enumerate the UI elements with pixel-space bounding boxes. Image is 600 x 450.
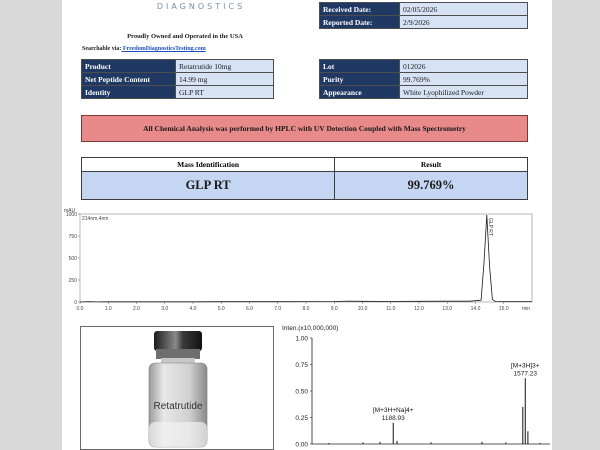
tagline: Proudly Owned and Operated in the USA bbox=[127, 33, 243, 40]
y-tick-label: 0 bbox=[74, 300, 77, 306]
x-tick-label: 1.0 bbox=[104, 306, 112, 312]
x-tick-label: 8.0 bbox=[302, 306, 310, 312]
purity-value: 99.769% bbox=[400, 73, 528, 86]
x-tick-label: 3.0 bbox=[161, 306, 169, 312]
x-axis-label: min bbox=[521, 306, 530, 312]
table-row bbox=[320, 16, 528, 29]
table-row bbox=[82, 60, 274, 73]
y-axis-label: mAU bbox=[64, 208, 76, 214]
legend-text: 214nm,4nm bbox=[82, 216, 109, 222]
x-tick-label: 7.0 bbox=[274, 306, 282, 312]
lot-info-table bbox=[319, 59, 528, 99]
reported-date-value: 2/9/2026 bbox=[400, 16, 528, 29]
net-peptide-value: 14.99 mg bbox=[176, 73, 274, 86]
product-label: Product bbox=[82, 60, 176, 73]
x-tick-label: 9.0 bbox=[330, 306, 338, 312]
identity-label: Identity bbox=[82, 86, 176, 99]
peak-ion-label: [M+3H+Na]4+ bbox=[372, 406, 414, 414]
received-date-label: Received Date: bbox=[320, 3, 400, 16]
x-tick-label: 11.0 bbox=[386, 306, 396, 312]
mass-spectrum bbox=[278, 322, 552, 450]
vial-label: Retatrutide bbox=[153, 401, 203, 412]
lot-value: 012026 bbox=[400, 60, 528, 73]
x-tick-label: 5.0 bbox=[217, 306, 225, 312]
purity-label: Purity bbox=[320, 73, 400, 86]
vial-cap bbox=[154, 331, 202, 351]
chromatogram-trace bbox=[80, 215, 532, 302]
y-tick-label: 0.50 bbox=[295, 388, 308, 396]
table-row bbox=[320, 86, 528, 99]
dates-table bbox=[319, 2, 528, 29]
vial-powder bbox=[149, 422, 207, 447]
y-tick-label: 500 bbox=[68, 256, 77, 262]
result-table bbox=[81, 157, 528, 200]
peak-label: GLP RT bbox=[486, 218, 493, 236]
peak-mz-label: 1577.23 bbox=[513, 370, 538, 378]
searchable-line bbox=[82, 46, 206, 52]
mass-identification-value: GLP RT bbox=[82, 172, 335, 200]
y-tick-label: 0.00 bbox=[295, 441, 308, 449]
vial-photo bbox=[81, 327, 274, 450]
x-tick-label: 0.0 bbox=[76, 306, 84, 312]
table-row bbox=[82, 73, 274, 86]
received-date-value: 02/05/2026 bbox=[400, 3, 528, 16]
x-tick-label: 13.0 bbox=[442, 306, 453, 312]
x-tick-label: 14.0 bbox=[470, 306, 481, 312]
x-tick-label: 10.0 bbox=[357, 306, 368, 312]
x-tick-label: 12.0 bbox=[414, 306, 424, 312]
table-row bbox=[320, 73, 528, 86]
identity-value: GLP RT bbox=[176, 86, 274, 99]
plot-frame bbox=[80, 214, 532, 302]
product-value: Retatrutide 10mg bbox=[176, 60, 274, 73]
mass-identification-header: Mass Identification bbox=[82, 158, 335, 172]
table-row bbox=[82, 158, 528, 172]
brand-logo-text: DIAGNOSTICS bbox=[156, 2, 246, 11]
appearance-label: Appearance bbox=[320, 86, 400, 99]
reported-date-label: Reported Date: bbox=[320, 16, 400, 29]
y-tick-label: 1.00 bbox=[295, 335, 308, 343]
result-header: Result bbox=[335, 158, 528, 172]
hplc-chromatogram bbox=[62, 206, 552, 318]
y-tick-label: 750 bbox=[68, 234, 77, 240]
y-tick-label: 1000 bbox=[65, 212, 77, 218]
table-row bbox=[320, 3, 528, 16]
website-link[interactable]: FreedomDiagnosticsTesting.com bbox=[121, 46, 206, 52]
table-row bbox=[82, 86, 274, 99]
x-tick-label: 2.0 bbox=[133, 306, 140, 312]
y-tick-label: 250 bbox=[68, 278, 77, 284]
y-axis-label: Inten.(x10,000,000) bbox=[282, 325, 339, 332]
peak-ion-label: [M+3H]3+ bbox=[510, 362, 540, 370]
coa-sheet bbox=[62, 0, 552, 450]
peak-mz-label: 1188.93 bbox=[381, 414, 405, 422]
searchable-label: Searchable via: bbox=[82, 46, 122, 52]
x-tick-label: 4.0 bbox=[189, 306, 197, 312]
net-peptide-label: Net Peptide Content bbox=[82, 73, 176, 86]
table-row bbox=[320, 60, 528, 73]
product-info-table bbox=[81, 59, 274, 99]
result-value: 99.769% bbox=[335, 172, 528, 200]
lot-label: Lot bbox=[320, 60, 400, 73]
y-tick-label: 0.75 bbox=[295, 362, 308, 369]
method-banner: All Chemical Analysis was performed by HPLC with UV Detection Coupled with Mass Spectrometry bbox=[81, 115, 528, 142]
appearance-value: White Lyophilized Powder bbox=[400, 86, 528, 99]
vial-photo-frame bbox=[80, 326, 274, 450]
x-tick-label: 15.0 bbox=[498, 306, 509, 312]
vial-crimp bbox=[156, 349, 200, 359]
table-row bbox=[82, 172, 528, 200]
y-tick-label: 0.25 bbox=[295, 415, 308, 422]
x-tick-label: 6.0 bbox=[246, 306, 253, 312]
